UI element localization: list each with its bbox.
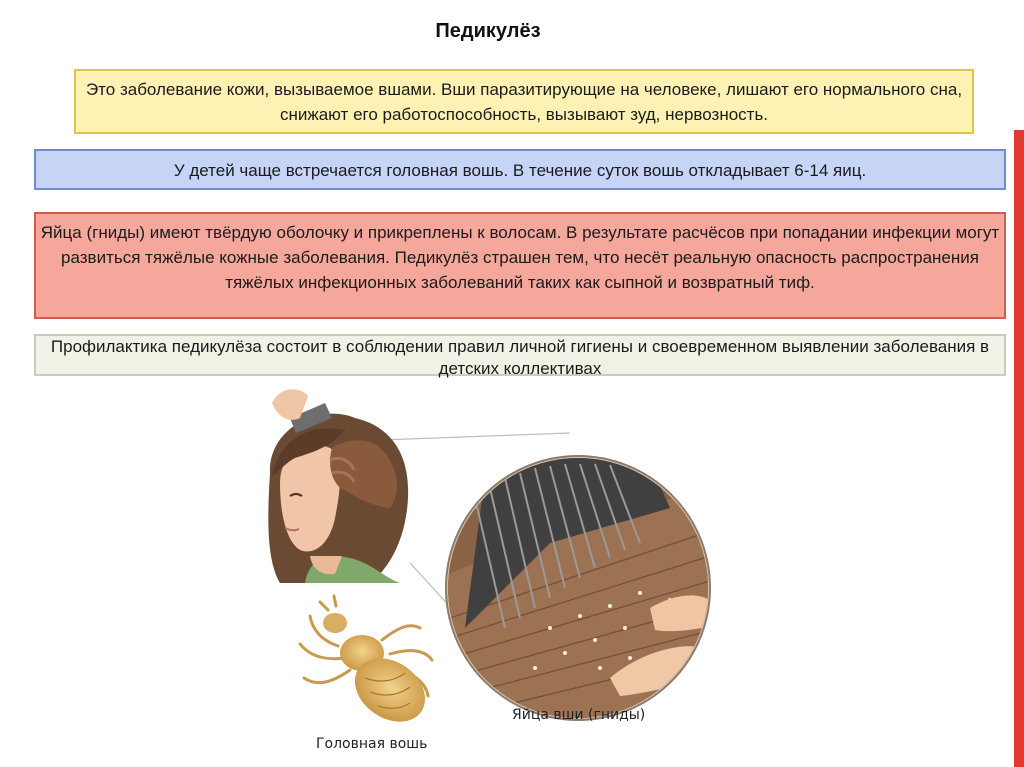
- prevention-text: Профилактика педикулёза состоит в соблюдении правил личной гигиены и своевременном выявлении заболевания в детских коллективах: [50, 337, 990, 378]
- zoom-circle-nits: [440, 438, 720, 723]
- head-louse-illustration: [300, 596, 437, 735]
- prevention-box: [34, 334, 1006, 376]
- definition-text: Это заболевание кожи, вызываемое вшами. Вши паразитирующие на человеке, лишают его нормального сна, снижают его работоспособность, вызывают зуд, нервозность.: [85, 80, 963, 124]
- slide-accent-bar: [1014, 0, 1024, 767]
- danger-text: Яйца (гниды) имеют твёрдую оболочку и прикреплены к волосам. В результате расчёсов при попадании инфекции могут развиться тяжёлые кожные заболевания. Педикулёз страшен тем, что несёт реальную опасность распространения тяжёлых инфекционных заболеваний таких как сыпной и возвратный тиф.: [40, 223, 1000, 292]
- lice-illustration: [250, 378, 720, 767]
- nits-caption: Яйца вши (гниды): [512, 707, 646, 723]
- definition-box: [74, 69, 974, 134]
- danger-box: [34, 212, 1006, 319]
- louse-caption: Головная вошь: [316, 736, 428, 752]
- children-fact-text: У детей чаще встречается головная вошь. В течение суток вошь откладывает 6-14 яиц.: [173, 161, 867, 180]
- children-fact-box: [34, 149, 1006, 190]
- slide-title: Педикулёз: [435, 20, 541, 42]
